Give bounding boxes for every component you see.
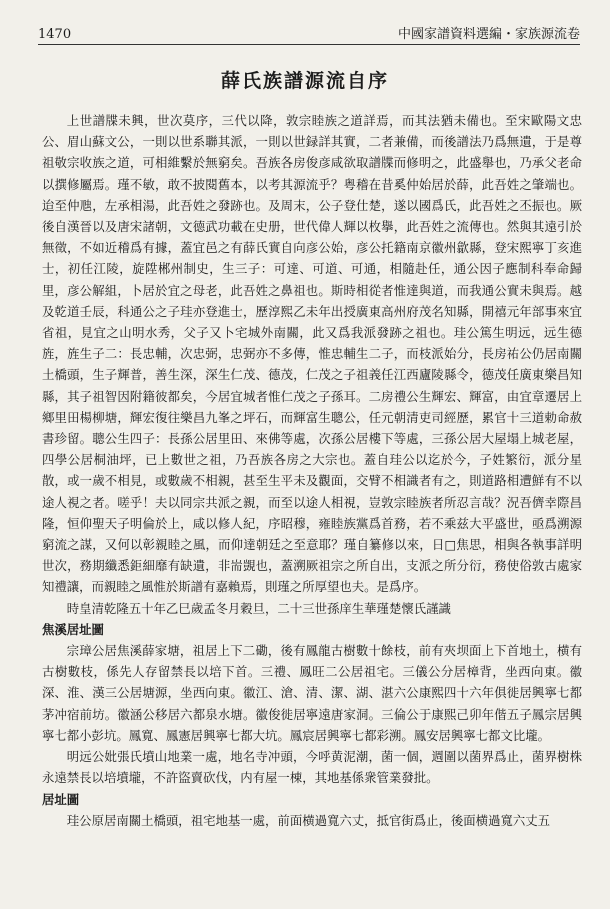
page-number: 1470 <box>38 27 72 42</box>
preface-paragraph: 上世譜牒未興，世次莫序，三代以降，敦宗睦族之道詳焉，而其法猶未備也。至宋歐陽文忠公、眉山蘇文公，一則以世系聯其派，一則以世録詳其實，二者兼備，而後譜法乃爲無遺，于是尊祖敬宗收族之道，可相維繫於無窮矣。吾族各房俊彦咸欲取譜牒而修明之，此盛舉也，乃承父老命以撰修屬焉。瑾不敏，敢不披閱舊本，以考其源流乎？粤稽在昔奚仲始居於薛，此吾姓之肇端也。迨至仲虺，左承相湯，此吾姓之發跡也。及周末，公子登仕楚，遂以國爲氏，此吾姓之丕振也。厥後自漢晉以及唐宋諸朝，文德武功載在史册，世代偉人輝以枚擧，此吾姓之流傳也。然與其遠引於無徵，不如近稽爲有據，蓋宜邑之有薛氏實自向彦公始，彦公托籍南京徽州歙縣，登宋熙寧丁亥進士，初任江陵，旋陞郴州制史，生三子：可達、可道、可通，相隨赴任，通公因子應制科奉命歸里，彦公解組，卜居於宜之母老，此吾姓之鼻祖也。斯時相從者惟達與道，而我通公實未與焉。越及乾道壬辰，科通公之子珪亦登進士，歷淳熙乙未年出授廣東高州府茂名知縣，開禧元年部事來宜省祖，見宜之山明水秀，父子又卜宅城外南關，此又爲我派發跡之祖也。珪公篤生明远，远生德旌，旌生子二：長忠輔，次忠弼，忠弼亦不多傳，惟忠輔生二子，而枝派始分，長房祐公仍居南關土橋頭，生子輝普，善生深，深生仁茂、德茂，仁茂之子祖義任江西廬陵縣令，德茂任廣東樂昌知縣，其子祖智因附籍彼都矣，今居宜城者惟仁茂之子孫耳。二房禮公生輝宏、輝富，由宜章遷居上鄉里田楊柳塘，輝宏復往樂昌九峯之坪石，而輝富生聰公，任元朝清吏司經歷，累官十三道勅命赦書珍留。聰公生四子：長孫公居里田、來佛等處，次孫公居樓下等處，三孫公居大屋塌上城老屋，四學公居桐油坪，已上數世之祖，乃吾族各房之大宗也。蓋自珪公以迄於今，子姓繁衍，派分星散，或一歲不相見，或數歲不相親，甚至生平未及觀面，交臂不相識者有之，則道路相遭鮮有不以途人視之者。嗟乎！夫以同宗共派之親，而至以途人相視，豈敦宗睦族者所忍言哉？況吾儕幸際昌隆，恒仰聖天子明倫於上，咸以修人紀，序昭穆，雍睦族黨爲首務，若不乘兹大平盛世，亟爲溯源窮流之謀，又何以彰親睦之風，而仰達朝廷之至意耶？瑾自纂修以來，日□焦思，相與各執事詳明世次，務期纖悉鉅細靡有缺遺，非耑覬也，蓋溯厥祖宗之所自出，支派之所分衍，務使俗敦古處家知禮讓，而親睦之風惟於斯譜有嘉賴焉，則瑾之所厚望也夫。是爲序。 <box>42 113 582 595</box>
preface-signature: 時皇清乾隆五十年乙巳歲孟冬月穀旦，二十三世孫庠生華瑾楚懷氏謹識 <box>66 600 451 616</box>
section-paragraph: 明远公妣張氏墳山地業一處，地名寺冲頭，今呼黄泥潮，菌一個，週圍以菌界爲止，菌界樹株永遠禁長以培墳壠，不許盜賣砍伐，内有屋一棟，其地基係衆管業發批。 <box>42 749 582 786</box>
section-paragraph: 宗璋公居焦溪薛家塘，祖居上下二磡，後有鳳龍古樹數十餘枝，前有夾坝面上下首地土，横有古樹數枝，係先人存留禁長以培下首。三禮、鳳旺二公居祖宅。三儀公分居樟背，坐西向東。徽深、淮、漢三公居塘源，坐西向東。徽江、滄、清、潔、湖、湛六公康熙四十六年俱徙居興寧七都茅冲宿前坊。徽涵公移居六都泉水塘。徽俊徙居寧遠唐家洞。三倫公于康熙己卯年偕五子鳳宗居興寧七都小彭坑。鳳寬、鳳憲居興寧七都大坑。鳳宸居興寧七都彩溯。鳳安居興寧七都文比壠。 <box>42 643 582 743</box>
document-body <box>42 110 582 903</box>
book-title: 中國家譜資料選編・家族源流卷 <box>397 27 580 42</box>
section-paragraph: 珪公原居南關土橋頭，祖宅地基一處，前面横過寬六丈，抵官街爲止，後面横過寬六丈五 <box>66 812 551 828</box>
page-header <box>38 20 580 42</box>
section-heading: 焦溪居址圖 <box>42 621 104 637</box>
section-heading: 居址圖 <box>42 791 80 807</box>
header-divider <box>38 44 580 45</box>
document-title: 薛氏族譜源流自序 <box>220 70 389 92</box>
